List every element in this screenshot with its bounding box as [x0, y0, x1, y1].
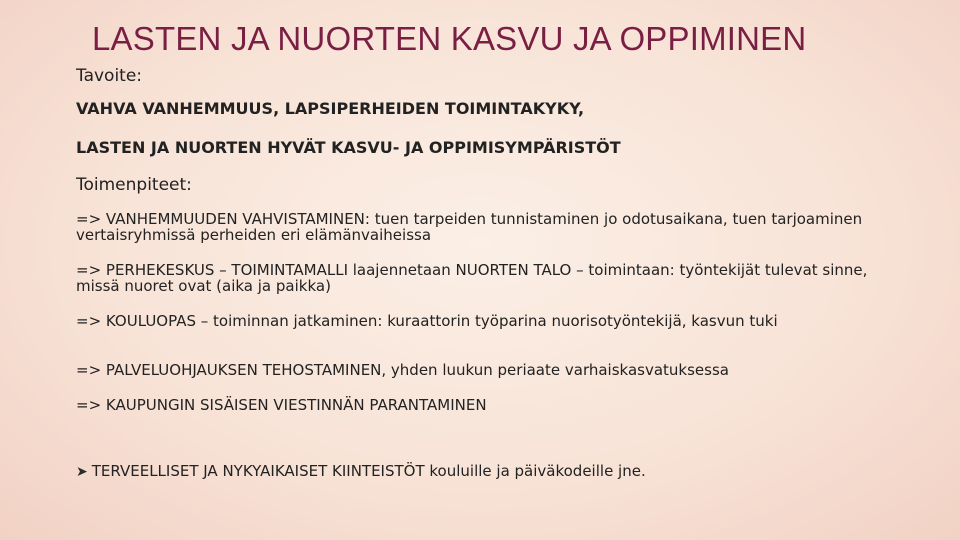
action-item-4: => PALVELUOHJAUKSEN TEHOSTAMINEN, yhden luukun periaate varhaiskasvatuksessa: [76, 361, 729, 379]
bullet-text: TERVEELLISET JA NYKYAIKAISET KIINTEISTÖT kouluille ja päiväkodeille jne.: [91, 462, 646, 480]
action-item-3: => KOULUOPAS – toiminnan jatkaminen: kuraattorin työparina nuorisotyöntekijä, kasvun tuki: [76, 312, 778, 330]
goal-line-2: LASTEN JA NUORTEN HYVÄT KASVU- JA OPPIMISYMPÄRISTÖT: [76, 138, 621, 157]
arrow-bullet-icon: ➤: [76, 464, 88, 480]
slide-title: LASTEN JA NUORTEN KASVU JA OPPIMINEN: [92, 20, 807, 57]
goal-label: Tavoite:: [76, 66, 143, 86]
goal-line-1: VAHVA VANHEMMUUS, LAPSIPERHEIDEN TOIMINTAKYKY,: [76, 99, 585, 118]
action-item-5: => KAUPUNGIN SISÄISEN VIESTINNÄN PARANTAMINEN: [76, 396, 487, 414]
action-item-2: => PERHEKESKUS – TOIMINTAMALLI laajennetaan NUORTEN TALO – toimintaan: työntekijät tulevat sinne, missä nuoret ovat (aika ja paikka): [76, 261, 868, 295]
actions-label: Toimenpiteet:: [76, 175, 192, 195]
action-item-1: => VANHEMMUUDEN VAHVISTAMINEN: tuen tarpeiden tunnistaminen jo odotusaikana, tuen tarjoaminen vertaisryhmissä perheiden eri elämänvaiheissa: [76, 210, 863, 244]
bullet-item: [76, 462, 646, 480]
